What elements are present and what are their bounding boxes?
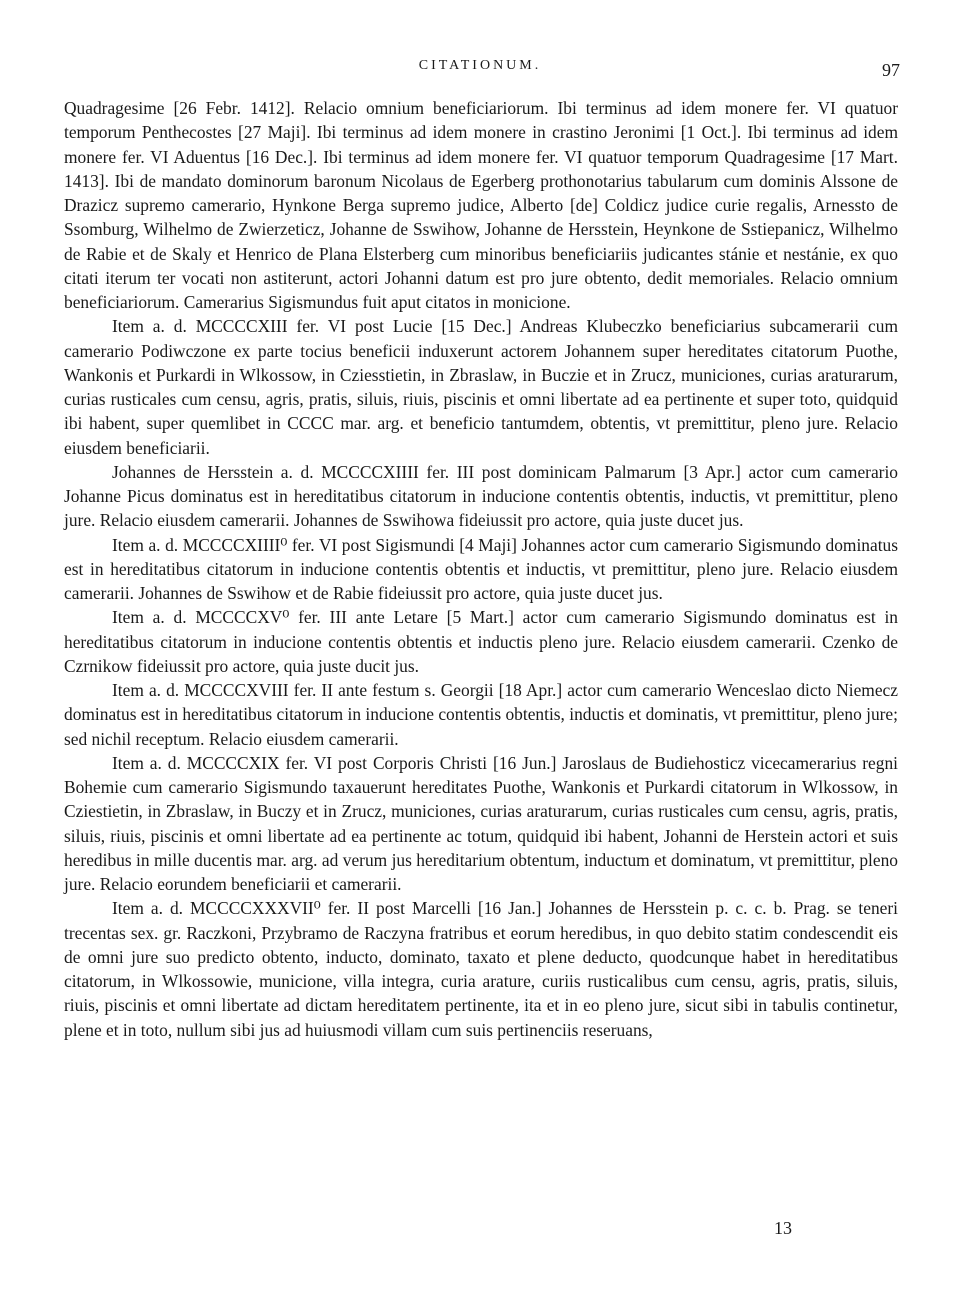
paragraph-entry: Item a. d. MCCCCXIII fer. VI post Lucie [15 Dec.] Andreas Klubeczko beneficiarius subcamerarii cum camerario Podiwczone ex parte tocius beneficii induxerunt actorem Johannem super hereditates citatorum Puothe, Wankonis et Purkardi in Wlkossow, in Cziesstietin, in Zbraslaw, in Buczie et in Zrucz, municiones, curias araturarum, curias rusticales cum censu, agris, pratis, siluis, riuis, piscinis et omni libertate ad ea pertinente et super toto, quidquid ibi habent, super quemlibet in CCCC mar. arg. et beneficio tantumdem, obtentis, vt premittitur, pleno jure. Relacio eiusdem beneficiarii. — [64, 316, 898, 458]
printer-signature-mark: 13 — [774, 1218, 792, 1238]
paragraph-entry: Item a. d. MCCCCXV⁰ fer. III ante Letare [5 Mart.] actor cum camerario Sigismundo dominatus est in hereditatibus citatorum in inducione contentis obtentis et inductis pleno jure. Relacio eiusdem camerarii. Czenko de Czrnikow fideiussit pro actore, quia juste ducit jus. — [64, 607, 898, 676]
paragraph-entry: Item a. d. MCCCCXIIII⁰ fer. VI post Sigismundi [4 Maji] Johannes actor cum camerario Sigismundo dominatus est in hereditatibus citatorum in inducione contentis obtentis et inductis, vt premittitur, pleno jure. Relacio eiusdem camerarii. Johannes de Sswihow et de Rabie fideiussit pro actore, quia juste ducet jus. — [64, 534, 898, 603]
paragraph-entry: Johannes de Hersstein a. d. MCCCCXIIII fer. III post dominicam Palmarum [3 Apr.] actor cum camerario Johanne Picus dominatus est in hereditatibus citatorum in inducione contentis obtentis, inductis, vt premittitur, pleno jure. Relacio eiusdem camerarii. Johannes de Sswihowa fideiussit pro actore, quia juste ducet jus. — [64, 461, 898, 531]
paragraph-entry: Item a. d. MCCCCXIX fer. VI post Corporis Christi [16 Jun.] Jaroslaus de Budiehosticz vicecamerarius regni Bohemie cum camerario Sigismundo taxauerunt hereditates Puothe, Wankonis et Purkardi citatorum in Wlkossow, in Cziestietin, in Zbraslaw, in Buczy et in Zrucz, municiones, curias araturarum, curias rusticales cum censu, agris, pratis, siluis, riuis, piscinis et omni libertate ad ea pertinente ac totum, quidquid ibi habent, Johanni de Herstein actori et suis heredibus in mille ducentis mar. arg. ad verum jus hereditarium obtentum, inductum et dominatum, vt premittitur, pleno jure. Relacio eorundem beneficiarii et camerarii. — [64, 752, 898, 894]
running-title: CITATIONUM. — [418, 58, 542, 73]
body-text — [64, 96, 898, 1042]
paragraph-entry: Item a. d. MCCCCXXXVII⁰ fer. II post Marcelli [16 Jan.] Johannes de Hersstein p. c. c. b. Prag. se teneri trecentas sex. gr. Raczkoni, Przybramo de Raczyna fratribus et eorum heredibus, in quo debito statim condescendit eis de omni jure suo predicto obtento, inducto, dominato, taxato et plene deducto, quodcunque habet in hereditatibus citatorum, in Wlkossowie, municione, villa integra, curia arature, curiis rusticalibus cum censu, agris, pratis, siluis, riuis, piscinis et omni libertate ad dictam hereditatem pertinente, ita et in eo pleno jure, sicut sibi in tabulis continetur, plene et in toto, nullum sibi jus ad huiusmodi villam cum suis pertinenciis reseruans, — [64, 898, 898, 1040]
paragraph-continuation: Quadragesime [26 Febr. 1412]. Relacio omnium beneficiariorum. Ibi terminus ad idem monere fer. VI quatuor temporum Penthecostes [27 Maji]. Ibi terminus ad idem monere in crastino Jeronimi [1 Oct.]. Ibi terminus ad idem monere fer. VI Aduentus [16 Dec.]. Ibi terminus ad idem monere fer. VI quatuor temporum Quadragesime [17 Mart. 1413]. Ibi de mandato dominorum baronum Nicolaus de Egerberg prothonotarius tabularum cum dominis Alssone de Drazicz supremo camerario, Hynkone Berga supremo judice, Alberto [de] Coldicz judice curie regalis, Arnessto de Ssomburg, Wilhelmo de Zwierzeticz, Johanne de Sswihow, Johanne de Hersstein, Heynkone de Sstiepanicz, Wilhelmo de Rabie et de Skaly et Henrico de Plana Elsterberg cum minoribus beneficiariis judicantes stánie et nestánie, ex quo citati iterum ter vocati non astiterunt, actori Johanni datum est pro jure obtento, dedit memoriales. Relacio omnium beneficiariorum. Camerarius Sigismundus fuit aput citatos in monicione. — [64, 98, 898, 312]
paragraph-entry: Item a. d. MCCCCXVIII fer. II ante festum s. Georgii [18 Apr.] actor cum camerario Wenceslao dicto Niemecz dominatus est in hereditatibus citatorum in inducione contentis obtentis, inductis et dominatis, vt premittitur, pleno jure; sed nichil receptum. Relacio eiusdem camerarii. — [64, 680, 898, 749]
page-number: 97 — [882, 60, 900, 80]
running-head — [0, 58, 960, 82]
